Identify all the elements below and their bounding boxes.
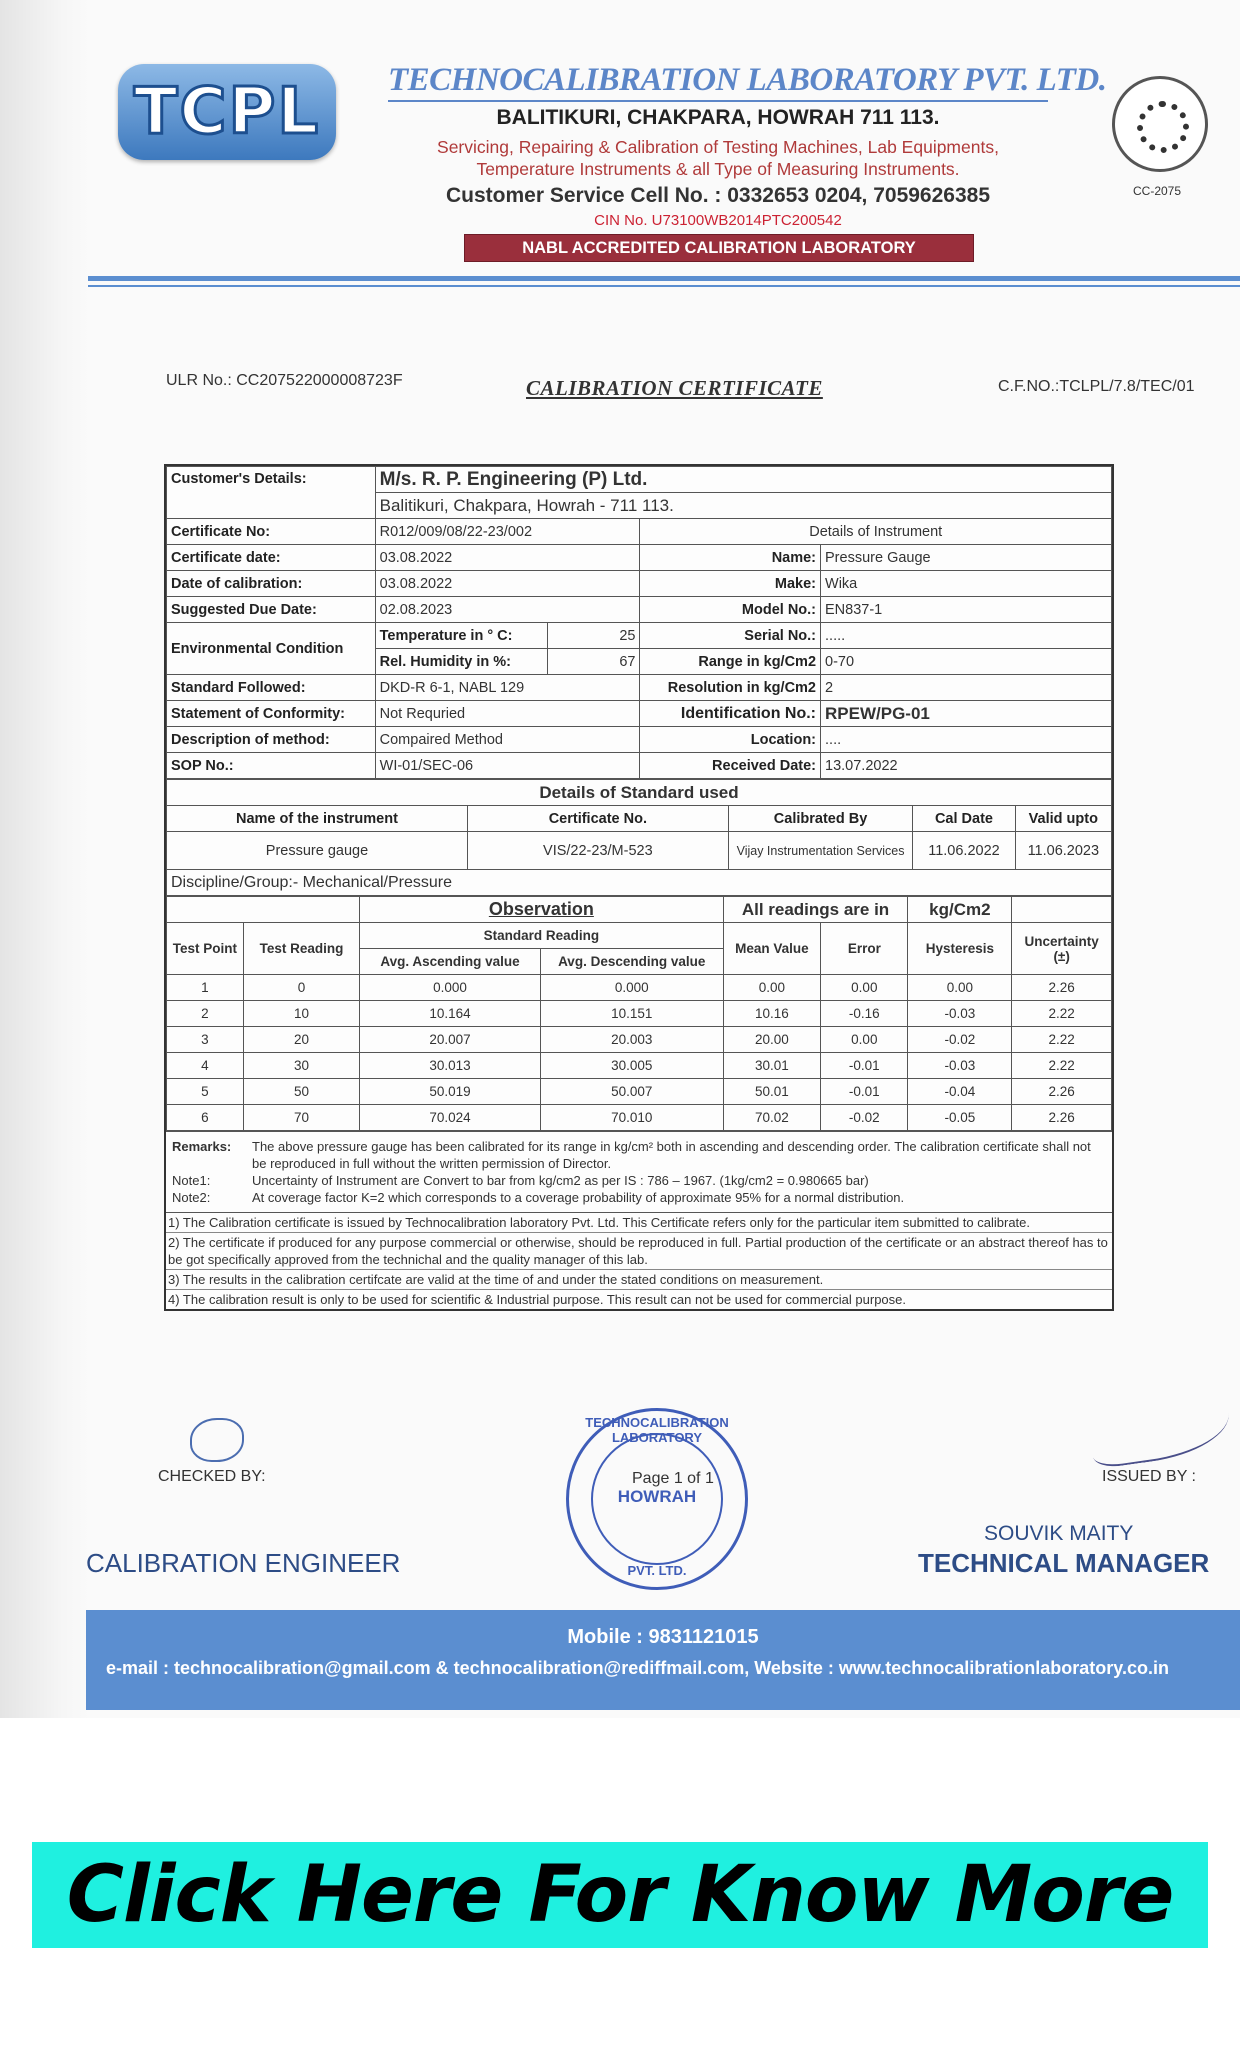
cell-error: -0.01 xyxy=(821,1079,908,1105)
instrument-name-label: Name: xyxy=(640,545,821,571)
h-uncertainty: Uncertainty (±) xyxy=(1012,923,1112,975)
stamp-mid-text: HOWRAH xyxy=(617,1487,697,1506)
certificate-title: CALIBRATION CERTIFICATE xyxy=(526,376,823,400)
observation-blank xyxy=(167,897,360,923)
cell-mean: 10.16 xyxy=(723,1001,821,1027)
cell-error: 0.00 xyxy=(821,975,908,1001)
env-label: Environmental Condition xyxy=(167,623,376,675)
cell-ascending: 20.007 xyxy=(360,1027,541,1053)
standard-label: Standard Followed: xyxy=(167,675,376,701)
conformity-label: Statement of Conformity: xyxy=(167,701,376,727)
footer-mobile: Mobile : 9831121015 xyxy=(567,1626,759,1648)
condition-item: 2) The certificate if produced for any purpose commercial or otherwise, should be reproduced in full. Partial production of the certificate or an abstract thereof has to be got specifically approved from the technichal and the quality manager of this lab. xyxy=(166,1233,1112,1270)
conformity-value: Not Requried xyxy=(375,701,640,727)
method-value: Compaired Method xyxy=(375,727,640,753)
cell-hysteresis: -0.04 xyxy=(908,1079,1012,1105)
discipline: Discipline/Group:- Mechanical/Pressure xyxy=(167,870,1112,896)
humidity-label: Rel. Humidity in %: xyxy=(375,649,548,675)
header-rule xyxy=(388,100,1048,102)
issuer-name: SOUVIK MAITY xyxy=(984,1522,1134,1545)
cell-descending: 50.007 xyxy=(540,1079,723,1105)
temp-label: Temperature in ° C: xyxy=(375,623,548,649)
customer-address: Balitikuri, Chakpara, Howrah - 711 113. xyxy=(375,493,1111,519)
cell-test-reading: 50 xyxy=(243,1079,359,1105)
certificate-no: R012/009/08/22-23/002 xyxy=(375,519,640,545)
customer-service-line: Customer Service Cell No. : 0332653 0204, 7059626385 xyxy=(445,184,991,207)
units-value: kg/Cm2 xyxy=(908,897,1012,923)
header-divider-thin xyxy=(88,285,1240,287)
model-label: Model No.: xyxy=(640,597,821,623)
cell-descending: 30.005 xyxy=(540,1053,723,1079)
cell-mean: 70.02 xyxy=(723,1105,821,1131)
cell-descending: 70.010 xyxy=(540,1105,723,1131)
certificate-date-label: Certificate date: xyxy=(167,545,376,571)
humidity-value: 67 xyxy=(548,649,640,675)
model-value: EN837-1 xyxy=(821,597,1112,623)
temp-value: 25 xyxy=(548,623,640,649)
range-label: Range in kg/Cm2 xyxy=(640,649,821,675)
due-date: 02.08.2023 xyxy=(375,597,640,623)
id-label: Identification No.: xyxy=(640,701,821,727)
know-more-label: Click Here For Know More xyxy=(66,1850,1174,1940)
h-standard-reading: Standard Reading xyxy=(360,923,723,949)
cell-uncertainty: 2.26 xyxy=(1012,1079,1112,1105)
page-number: Page 1 of 1 xyxy=(632,1470,714,1487)
cell-test-point: 5 xyxy=(167,1079,244,1105)
cf-number: C.F.NO.:TCLPL/7.8/TEC/01 xyxy=(998,378,1195,395)
sop-label: SOP No.: xyxy=(167,753,376,779)
standard-valid: 11.06.2023 xyxy=(1015,832,1111,870)
cell-hysteresis: -0.02 xyxy=(908,1027,1012,1053)
h-test-point: Test Point xyxy=(167,923,244,975)
h-ascending: Avg. Ascending value xyxy=(360,949,541,975)
cell-descending: 10.151 xyxy=(540,1001,723,1027)
company-logo xyxy=(118,64,336,160)
cell-error: -0.01 xyxy=(821,1053,908,1079)
cell-ascending: 50.019 xyxy=(360,1079,541,1105)
cell-test-point: 4 xyxy=(167,1053,244,1079)
table-row xyxy=(167,1079,1112,1105)
cell-test-point: 1 xyxy=(167,975,244,1001)
standard-cal-date: 11.06.2022 xyxy=(913,832,1015,870)
cell-error: -0.02 xyxy=(821,1105,908,1131)
serial-label: Serial No.: xyxy=(640,623,821,649)
instrument-name: Pressure Gauge xyxy=(821,545,1112,571)
location-value: .... xyxy=(821,727,1112,753)
serial-value: ..... xyxy=(821,623,1112,649)
nabl-seal-icon xyxy=(1112,76,1208,172)
page-edge-shadow xyxy=(0,0,90,1718)
services-line-1: Servicing, Repairing & Calibration of Testing Machines, Lab Equipments, xyxy=(437,137,999,157)
h-error: Error xyxy=(821,923,908,975)
issued-by-label: ISSUED BY : xyxy=(1102,1468,1196,1485)
remarks-text: The above pressure gauge has been calibrated for its range in kg/cm² both in ascending and descending order. The calibration certificate shall not be reproduced in full without the written permission of Director. xyxy=(252,1139,1091,1171)
instrument-heading: Details of Instrument xyxy=(640,519,1112,545)
cell-descending: 20.003 xyxy=(540,1027,723,1053)
cell-ascending: 70.024 xyxy=(360,1105,541,1131)
cell-mean: 20.00 xyxy=(723,1027,821,1053)
received-label: Received Date: xyxy=(640,753,821,779)
note1-label: Note1: xyxy=(172,1173,211,1188)
col-cert-no: Certificate No. xyxy=(467,806,728,832)
table-row xyxy=(167,1027,1112,1053)
h-mean: Mean Value xyxy=(723,923,821,975)
remarks-block xyxy=(166,1131,1112,1212)
h-test-reading: Test Reading xyxy=(243,923,359,975)
standard-name: Pressure gauge xyxy=(167,832,468,870)
checked-by-label: CHECKED BY: xyxy=(158,1468,266,1485)
method-label: Description of method: xyxy=(167,727,376,753)
note1-text: Uncertainty of Instrument are Convert to bar from kg/cm2 as per IS : 786 – 1967. (1kg/cm2 = 0.980665 bar) xyxy=(252,1173,869,1188)
h-descending: Avg. Descending value xyxy=(540,949,723,975)
cell-ascending: 0.000 xyxy=(360,975,541,1001)
cell-error: -0.16 xyxy=(821,1001,908,1027)
cell-uncertainty: 2.26 xyxy=(1012,1105,1112,1131)
cell-hysteresis: -0.03 xyxy=(908,1053,1012,1079)
cell-test-reading: 20 xyxy=(243,1027,359,1053)
condition-item: 1) The Calibration certificate is issued by Technocalibration laboratory Pvt. Ltd. This Certificate refers only for the particular item submitted to calibrate. xyxy=(166,1213,1112,1233)
note2-text: At coverage factor K=2 which corresponds to a coverage probability of approximate 95% for a normal distribution. xyxy=(252,1190,905,1205)
cell-error: 0.00 xyxy=(821,1027,908,1053)
cell-hysteresis: -0.03 xyxy=(908,1001,1012,1027)
observation-table xyxy=(166,896,1112,1131)
standard-used-heading: Details of Standard used xyxy=(167,780,1112,806)
cell-test-reading: 70 xyxy=(243,1105,359,1131)
units-label: All readings are in xyxy=(723,897,908,923)
cell-uncertainty: 2.22 xyxy=(1012,1001,1112,1027)
sop-value: WI-01/SEC-06 xyxy=(375,753,640,779)
range-value: 0-70 xyxy=(821,649,1112,675)
table-row xyxy=(167,975,1112,1001)
resolution-label: Resolution in kg/Cm2 xyxy=(640,675,821,701)
certificate-no-label: Certificate No: xyxy=(167,519,376,545)
cell-test-reading: 0 xyxy=(243,975,359,1001)
table-row xyxy=(167,1105,1112,1131)
services-line-2: Temperature Instruments & all Type of Measuring Instruments. xyxy=(476,159,960,179)
cin-number: CIN No. U73100WB2014PTC200542 xyxy=(594,212,842,229)
customer-label: Customer's Details: xyxy=(167,467,376,519)
footer-band xyxy=(86,1610,1240,1710)
calibration-engineer-title: CALIBRATION ENGINEER xyxy=(86,1548,401,1578)
ulr-number: ULR No.: CC207522000008723F xyxy=(166,372,403,389)
make-value: Wika xyxy=(821,571,1112,597)
remarks-label: Remarks: xyxy=(172,1139,232,1154)
issuer-title: TECHNICAL MANAGER xyxy=(918,1548,1210,1578)
observation-blank-right xyxy=(1012,897,1112,923)
standard-used-table xyxy=(166,779,1112,896)
certificate-date: 03.08.2022 xyxy=(375,545,640,571)
resolution-value: 2 xyxy=(821,675,1112,701)
calibration-date: 03.08.2022 xyxy=(375,571,640,597)
condition-item: 4) The calibration result is only to be used for scientific & Industrial purpose. This result can not be used for commercial purpose. xyxy=(168,1292,906,1307)
observation-heading: Observation xyxy=(360,897,723,923)
standard-cal-by: Vijay Instrumentation Services xyxy=(728,832,913,870)
cell-test-reading: 10 xyxy=(243,1001,359,1027)
received-value: 13.07.2022 xyxy=(821,753,1112,779)
make-label: Make: xyxy=(640,571,821,597)
company-address: BALITIKURI, CHAKPARA, HOWRAH 711 113. xyxy=(496,106,940,129)
location-label: Location: xyxy=(640,727,821,753)
standard-value: DKD-R 6-1, NABL 129 xyxy=(375,675,640,701)
cell-test-point: 3 xyxy=(167,1027,244,1053)
services-text xyxy=(388,136,1048,180)
cell-uncertainty: 2.26 xyxy=(1012,975,1112,1001)
cell-test-point: 2 xyxy=(167,1001,244,1027)
cell-mean: 0.00 xyxy=(723,975,821,1001)
cell-descending: 0.000 xyxy=(540,975,723,1001)
calibration-date-label: Date of calibration: xyxy=(167,571,376,597)
due-date-label: Suggested Due Date: xyxy=(167,597,376,623)
cell-hysteresis: 0.00 xyxy=(908,975,1012,1001)
table-row xyxy=(167,1001,1112,1027)
footer-contact: e-mail : technocalibration@gmail.com & technocalibration@rediffmail.com, Website : www.technocalibrationlaboratory.co.in xyxy=(106,1658,1169,1678)
cell-mean: 50.01 xyxy=(723,1079,821,1105)
company-stamp-icon xyxy=(566,1408,748,1590)
cell-ascending: 10.164 xyxy=(360,1001,541,1027)
know-more-button[interactable] xyxy=(32,1842,1208,1948)
col-calibrated-by: Calibrated By xyxy=(728,806,913,832)
header-divider xyxy=(88,276,1240,281)
issuer-signature-icon xyxy=(1086,1389,1233,1470)
standard-cert: VIS/22-23/M-523 xyxy=(467,832,728,870)
stamp-top-text: TECHNOCALIBRATION LABORATORY xyxy=(585,1415,729,1445)
h-hysteresis: Hysteresis xyxy=(908,923,1012,975)
company-name: TECHNOCALIBRATION LABORATORY PVT. LTD. xyxy=(388,62,1107,98)
cell-uncertainty: 2.22 xyxy=(1012,1053,1112,1079)
col-cal-date: Cal Date xyxy=(913,806,1015,832)
note2-label: Note2: xyxy=(172,1190,211,1205)
checked-signature-icon xyxy=(190,1418,244,1462)
logo-text: TCPL xyxy=(133,75,321,149)
seal-code: CC-2075 xyxy=(1132,184,1182,198)
details-table xyxy=(166,466,1112,779)
col-valid-upto: Valid upto xyxy=(1015,806,1111,832)
cell-mean: 30.01 xyxy=(723,1053,821,1079)
cell-test-reading: 30 xyxy=(243,1053,359,1079)
table-row xyxy=(167,1053,1112,1079)
col-instrument-name: Name of the instrument xyxy=(167,806,468,832)
id-value: RPEW/PG-01 xyxy=(821,701,1112,727)
cell-test-point: 6 xyxy=(167,1105,244,1131)
cell-ascending: 30.013 xyxy=(360,1053,541,1079)
customer-name: M/s. R. P. Engineering (P) Ltd. xyxy=(375,467,1111,493)
nabl-banner: NABL ACCREDITED CALIBRATION LABORATORY xyxy=(464,234,974,262)
cell-uncertainty: 2.22 xyxy=(1012,1027,1112,1053)
condition-item: 3) The results in the calibration certifcate are valid at the time of and under the stated conditions on measurement. xyxy=(166,1270,1112,1290)
cell-hysteresis: -0.05 xyxy=(908,1105,1012,1131)
certificate-form xyxy=(164,464,1114,1311)
stamp-bottom-text: PVT. LTD. xyxy=(627,1563,687,1578)
conditions-list xyxy=(166,1212,1112,1309)
